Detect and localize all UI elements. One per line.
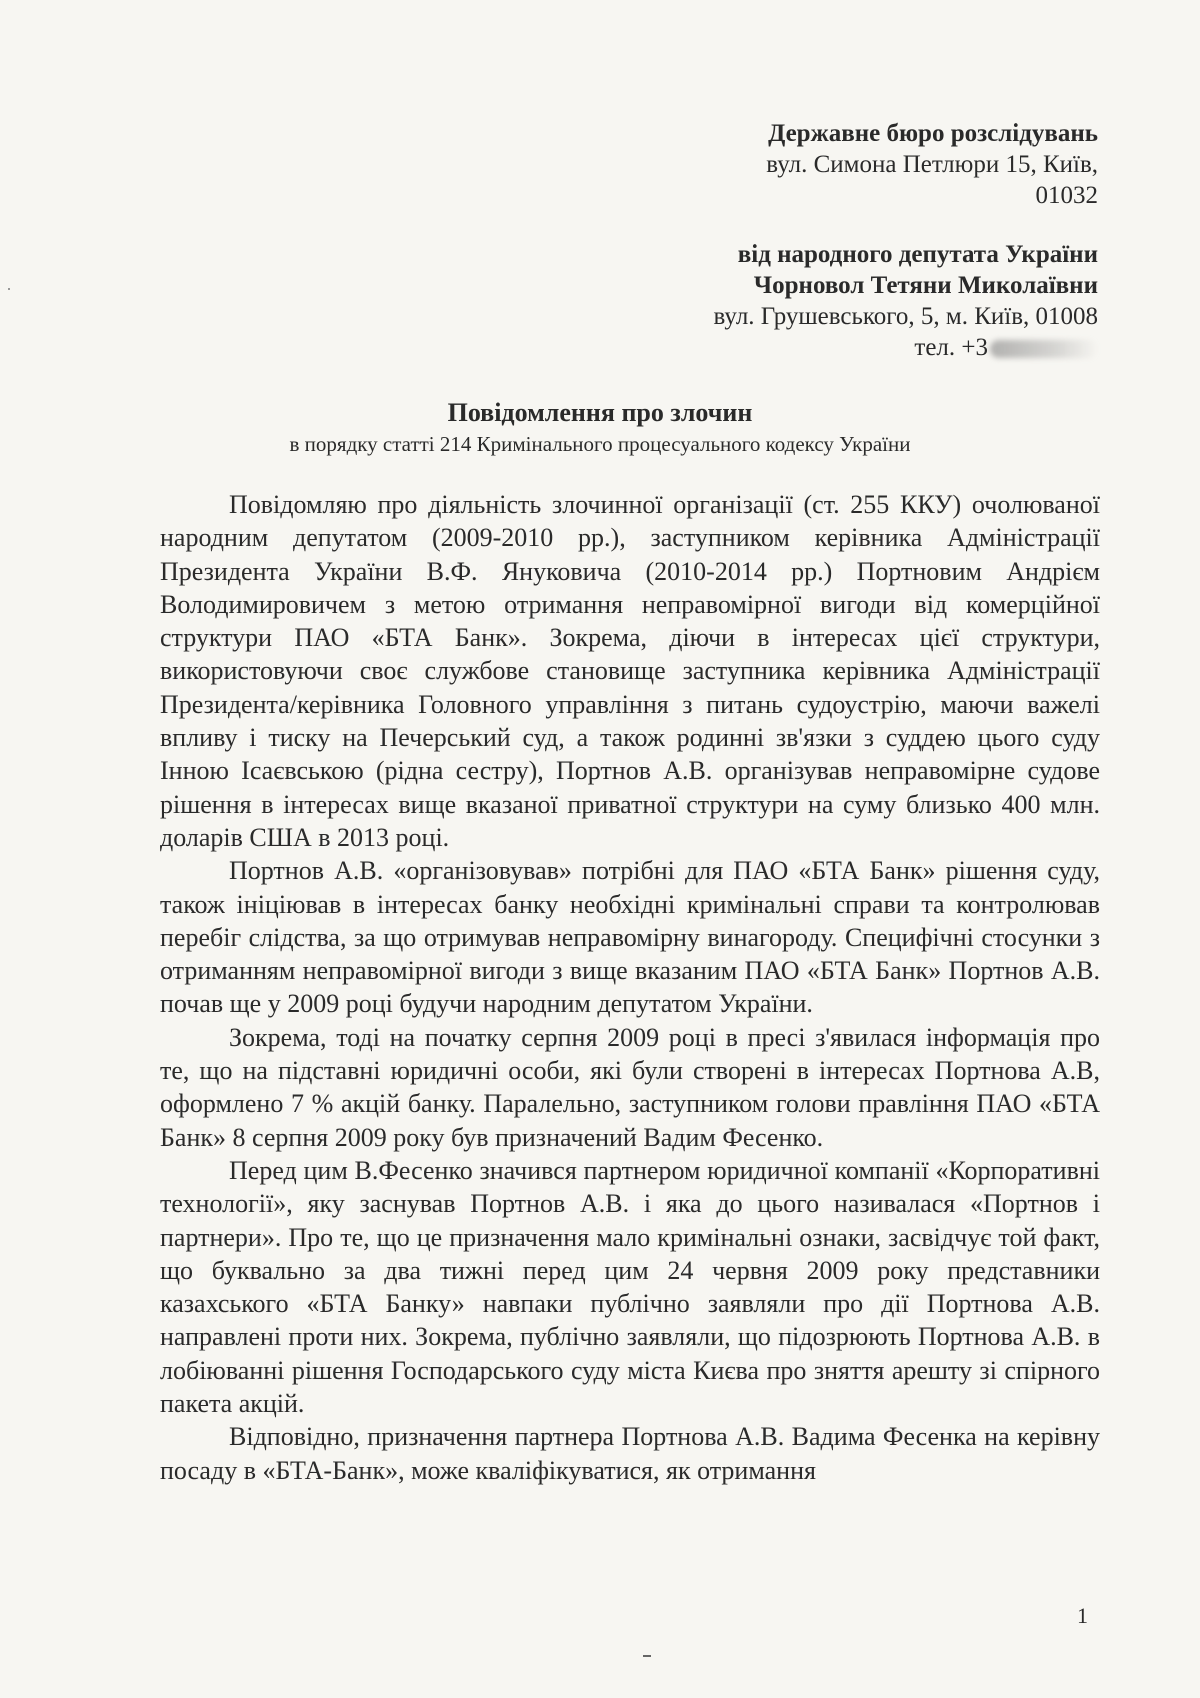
paragraph: Перед цим В.Фесенко значився партнером юридичної компанії «Корпоративні технології», яку заснував Портнов А.В. і яка до цього називалася «Портнов і партнери». Про те, що це призначення мало кримінальні ознаки, засвідчує той факт, що буквально за два тижні перед цим 24 червня 2009 року представники казахського «БТА Банку» навпаки публічно заявляли про дії Портнова А.В. направлені проти них. Зокрема, публічно заявляли, що підозрюють Портнова А.В. в лобіюванні рішення Господарського суду міста Києва про зняття арешту зі спірного пакета акцій. [160,1155,1100,1419]
sender-name: Чорновол Тетяни Миколаївни [753,272,1098,299]
sender-title: від народного депутата України [737,241,1098,268]
phone-label: тел. +3 [914,334,988,361]
recipient-block [766,118,1098,211]
paragraph: Відповідно, призначення партнера Портнова А.В. Вадима Фесенка на керівну посаду в «БТА-Банк», може кваліфікуватися, як отримання [160,1422,1100,1485]
scan-speck [8,288,10,290]
recipient-name: Державне бюро розслідувань [768,120,1098,147]
sender-phone [713,332,1098,363]
paragraph: Повідомляю про діяльність злочинної організації (ст. 255 ККУ) очолюваної народним депутатом (2009-2010 рр.), заступником керівника Адміністрації Президента України В.Ф. Януковича (2010-2014 рр.) Портновим Андрієм Володимировичем з метою отримання неправомірної вигоди від комерційної структури ПАО «БТА Банк». Зокрема, діючи в інтересах цієї структури, використовуючи своє службове становище заступника керівника Адміністрації Президента/керівника Головного управління з питань судоустрію, маючи важелі впливу і тиску на Печерський суд, а також родинні зв'язки з суддею цього суду Інною Ісаєвською (рідна сестру), Портнов А.В. організував неправомірне судове рішення в інтересах вище вказаної приватної структури на суму близько 400 млн. доларів США в 2013 році. [160,490,1100,852]
document-title: Повідомлення про злочин [447,398,753,427]
recipient-postcode: 01032 [1035,182,1098,209]
recipient-address: вул. Симона Петлюри 15, Київ, [766,151,1098,178]
paragraph: Зокрема, тоді на початку серпня 2009 році в пресі з'явилася інформація про те, що на підставні юридичні особи, які були створені в інтересах Портнова А.В, оформлено 7 % акцій банку. Паралельно, заступником голови правління ПАО «БТА Банк» 8 серпня 2009 року був призначений Вадим Фесенко. [160,1022,1100,1152]
page-number: 1 [1077,1603,1088,1628]
sender-block [713,239,1098,363]
paragraph: Портнов А.В. «організовував» потрібні для ПАО «БТА Банк» рішення суду, також ініціював в інтересах банку необхідні кримінальні справи та контролював перебіг слідства, за що отримував неправомірну винагороду. Специфічні стосунки з отриманням неправомірної вигоди з вище вказаним ПАО «БТА Банк» Портнов А.В. почав ще у 2009 році будучи народним депутатом України. [160,856,1100,1019]
redacted-phone [990,340,1098,358]
sender-address: вул. Грушевського, 5, м. Київ, 01008 [713,303,1098,330]
scan-mark [643,1655,651,1657]
document-subtitle: в порядку статті 214 Кримінального процесуального кодексу України [289,432,911,456]
document-body [160,488,1100,1487]
